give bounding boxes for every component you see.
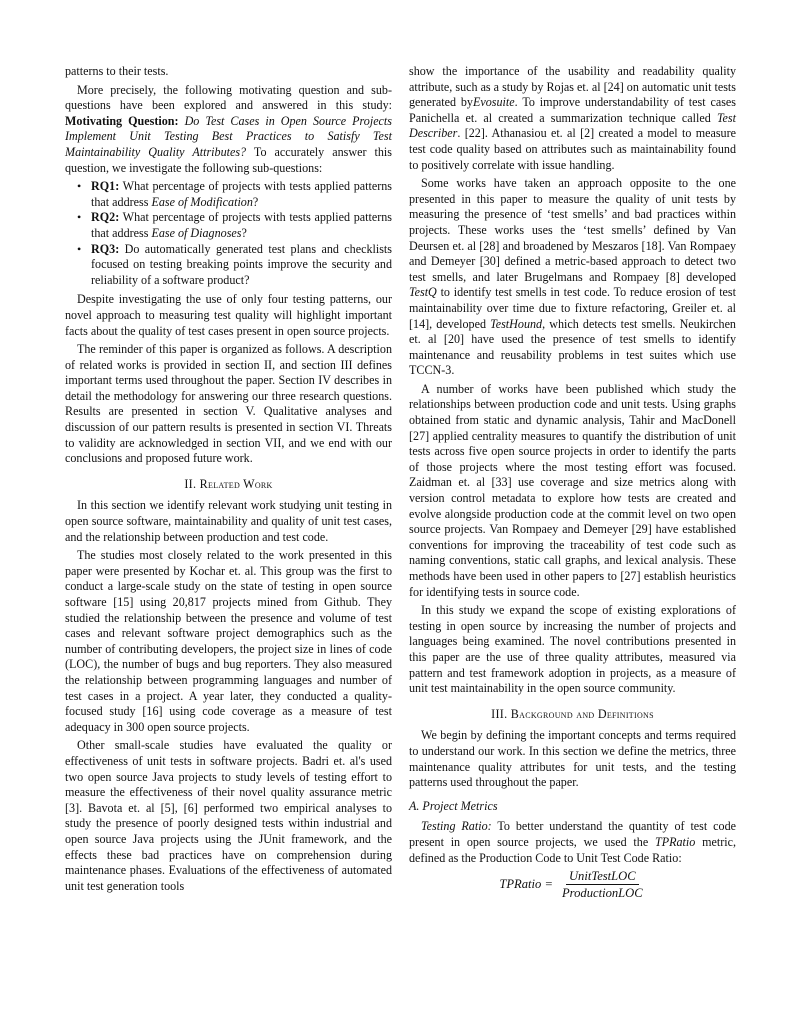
research-question-list — [65, 179, 392, 288]
text: Do automatically generated test plans and checklists focused on testing breaking points improve the security and reliability of a software product? — [91, 241, 392, 287]
text: . [22]. Athanasiou et. al [2] created a model to measure test code quality based on attributes such as maintainability found to positively correlate with issue handling. — [409, 126, 736, 172]
paragraph: The reminder of this paper is organized as follows. A description of related works is provided in section II, and section III defines important terms used throughout the paper. Section IV describes in detail the methodology for answering our three research questions. Results are presented in section V. Qualitative analyses and discussion of our pattern results is presented in section VI. Threats to validity are acknowledged in section VII, and we end with our conclusions and proposed future work. — [65, 342, 392, 466]
motivating-question-label: Motivating Question: — [65, 113, 179, 128]
text: More precisely, the following motivating question and sub-questions have been explored and answered in this study: — [65, 82, 392, 113]
right-column — [409, 64, 736, 900]
text: metric, defined as the Production Code to Unit Test Code Ratio: — [409, 834, 736, 865]
text-em: Test Describer — [409, 110, 736, 141]
text: , which detects test smells. Neukirchen et. al [20] have used the presence of test smells to identify maintenance and reusability problems in test suites which use TCCN-3. — [409, 316, 736, 378]
formula-fraction — [559, 869, 646, 900]
paragraph — [65, 83, 392, 177]
paragraph: We begin by defining the important concepts and terms required to understand our work. In this section we define the metrics, three maintenance quality attributes for unit tests, and the testing patterns used throughout the paper. — [409, 728, 736, 790]
rq-label: RQ3: — [91, 241, 120, 256]
motivating-question-text: Do Test Cases in Open Source Projects Implement Unit Testing Best Practices to Satisfy Test Maintainability Quality Attributes? — [65, 113, 392, 159]
text: What percentage of projects with tests applied patterns that address — [91, 179, 392, 209]
text: show the importance of the usability and readability quality attribute, such as a study by Rojas et. al [24] on automatic unit tests generated by — [409, 64, 736, 110]
text: to identify test smells in test code. To reduce erosion of test maintainability over time due to fixture refactoring, Greiler et. al [14], developed — [409, 285, 736, 331]
text: ? — [241, 225, 247, 240]
list-item — [91, 210, 392, 241]
section-heading: III. Background and Definitions — [491, 706, 654, 721]
paragraph-label: Testing Ratio: — [421, 819, 492, 834]
text: To accurately answer this question, we investigate the following sub-questions: — [65, 144, 392, 175]
formula-denominator: ProductionLOC — [561, 886, 643, 901]
text-em: TestQ — [409, 285, 437, 300]
paragraph — [409, 176, 736, 379]
subsection-heading: A. Project Metrics — [409, 798, 498, 813]
paragraph: In this section we identify relevant work studying unit testing in open source software, maintainability and quality of unit test cases, and the relationship between production and test code. — [65, 498, 392, 544]
rq-label: RQ2: — [91, 210, 120, 225]
text-em: TPRatio — [654, 834, 696, 849]
tpratio-formula — [409, 869, 736, 900]
paragraph — [409, 64, 736, 173]
list-item — [91, 179, 392, 210]
rq-label: RQ1: — [91, 179, 120, 194]
text-em: TestHound — [490, 316, 543, 331]
text: To better understand the quantity of test code present in open source projects, we used the — [409, 819, 736, 849]
paragraph: Other small-scale studies have evaluated the quality or effectiveness of unit tests in software projects. Badri et. al's used two open source Java projects to study levels of testing effort to measure the effectiveness of their novel quality assurance metric [3]. Bavota et. al [5], [6] performed two empirical analyses to study the presence of poorly designed tests within industrial and open source Java projects using the JUnit framework, and the effects these bad practices have on comprehension during maintenance phases. Evaluations of the effectiveness of automated unit test generation tools — [65, 738, 392, 893]
paragraph: The studies most closely related to the work presented in this paper were presented by Kochar et. al. This group was the first to conduct a large-scale study on the state of testing in open source software [15] using 20,817 projects mined from Github. They studied the relationship between the presence and volume of test cases and relevant software project demographics such as the number of contributing developers, the project size in lines of code (LOC), the number of bugs and bug reporters. They also measured the relationship between programming languages and number of test cases in a project. A year later, they conducted a quality-focused study [16] using code coverage as a measure of test adequacy in 300 open source projects. — [65, 548, 392, 734]
formula-lhs: TPRatio = — [499, 876, 553, 891]
text: ? — [252, 194, 259, 209]
paragraph: In this study we expand the scope of existing explorations of testing in open source by increasing the number of projects and languages being examined. The novel contributions presented in this paper are the use of three quality attributes, measured via pattern and test framework adoption in projects, as a measure of unit test maintainability in the open source community. — [409, 603, 736, 696]
paragraph: Despite investigating the use of only four testing patterns, our novel approach to measuring test quality will highlight important facts about the quality of test cases present in open source projects. — [65, 292, 392, 338]
formula-numerator: UnitTestLOC — [566, 869, 639, 885]
left-column — [65, 64, 392, 897]
text-em: Evosuite — [472, 95, 515, 110]
text: Some works have taken an approach opposite to the one presented in this paper to measure the quality of unit tests by measuring the presence of ‘test smells’ and bad practices within projects. These works uses the ‘test smells’ defined by Van Deursen et. al [28] and broadened by Meszaros [18]. Van Rompaey and Demeyer [30] defined a metric-based approach to detect two test smells, and later Brugelmans and Rompaey [8] developed — [409, 176, 736, 284]
paragraph: patterns to their tests. — [65, 64, 169, 78]
text: What percentage of projects with tests applied patterns that address — [91, 210, 392, 240]
paragraph: A number of works have been published which study the relationships between production code and unit tests. Using graphs obtained from static and dynamic analysis, Tahir and MacDonell [27] applied centrality measures to quantify the distribution of unit tests across five open source projects in order to identify the parts of those projects where the most testing effort was focused. Zaidman et. al [33] use coverage and size metrics along with version control metadata to explore how tests are created and evolve alongside production code at the commit level on two open source projects. Van Rompaey and Demeyer [29] have established conventions for improving the traceability of test code such as naming conventions, static call graphs, and lexical analysis. These methods have been used in other papers to [27] establish heuristics for identifying tests in source code. — [409, 381, 736, 599]
text-em: Ease of Diagnoses — [151, 225, 242, 240]
section-heading: II. Related Work — [184, 476, 273, 491]
list-item — [91, 242, 392, 289]
paragraph — [409, 819, 736, 866]
text-em: Ease of Modification — [151, 194, 253, 209]
text: . To improve understandability of test cases Panichella et. al created a summarization technique called — [409, 95, 736, 125]
